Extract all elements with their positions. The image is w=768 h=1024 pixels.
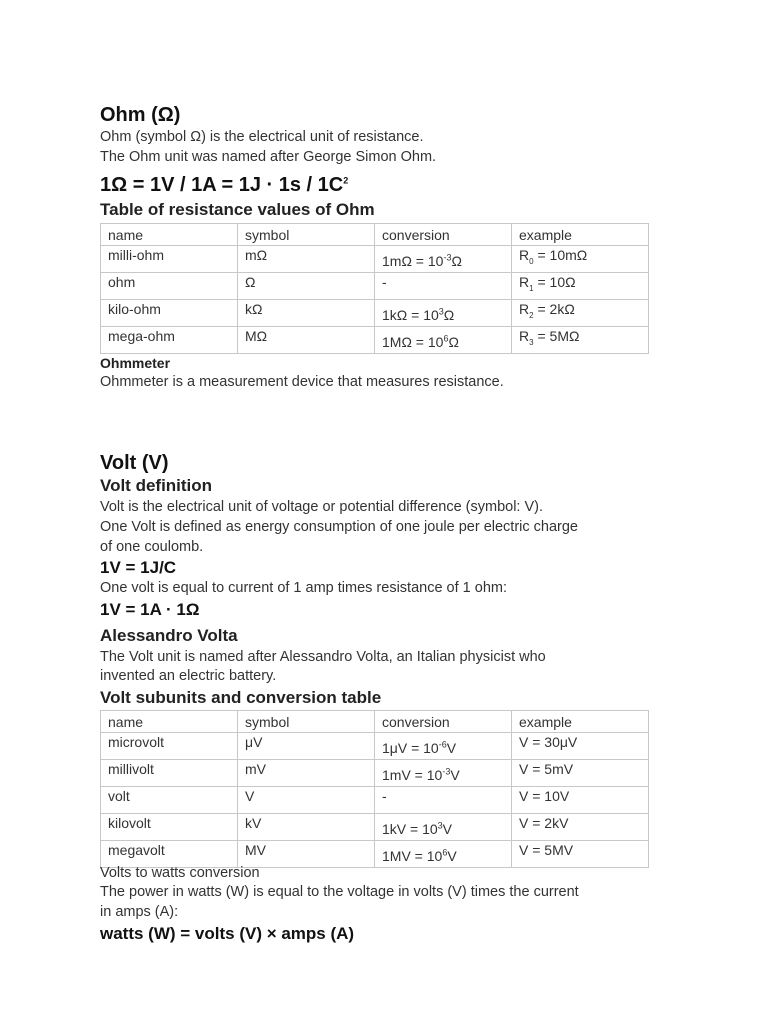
conversion-unit: V xyxy=(442,821,453,837)
table-row xyxy=(101,733,649,760)
example-cell xyxy=(512,327,649,354)
conversion-base: 1kV = 10 xyxy=(382,821,438,837)
volta-title: Alessandro Volta xyxy=(100,626,238,645)
name-cell: megavolt xyxy=(101,841,238,868)
header-cell: example xyxy=(512,711,649,733)
conversion-value xyxy=(382,300,454,324)
example-cell: V = 2kV xyxy=(512,814,649,841)
conversion-exponent: -3 xyxy=(443,252,452,263)
volt-def-2: One Volt is defined as energy consumption of one joule per electric charge xyxy=(100,519,578,535)
conversion-unit: V xyxy=(446,740,457,756)
example-cell xyxy=(512,246,649,273)
example-cell: V = 5MV xyxy=(512,841,649,868)
watts-desc-1: The power in watts (W) is equal to the voltage in volts (V) times the current xyxy=(100,884,579,900)
example-variable: R xyxy=(519,328,530,344)
example-variable: R xyxy=(519,247,530,263)
volt-def-title: Volt definition xyxy=(100,476,213,495)
example-value: = 2kΩ xyxy=(533,301,575,317)
conversion-exponent: 6 xyxy=(443,333,449,344)
table-row xyxy=(101,273,649,300)
example-subscript: 3 xyxy=(529,337,534,347)
volt-def-1: Volt is the electrical unit of voltage or potential difference (symbol: V). xyxy=(100,499,544,515)
name-cell: millivolt xyxy=(101,760,238,787)
example-variable: R xyxy=(519,274,530,290)
volta-desc-2: invented an electric battery. xyxy=(100,668,277,684)
ohm-table xyxy=(100,223,649,354)
conversion-base: 1MΩ = 10 xyxy=(382,334,444,350)
table-row xyxy=(101,327,649,354)
conversion-cell xyxy=(375,814,512,841)
conversion-unit: Ω xyxy=(451,253,462,269)
conversion-cell xyxy=(375,733,512,760)
symbol-cell: mΩ xyxy=(238,246,375,273)
example-value: = 10mΩ xyxy=(533,247,588,263)
conversion-value xyxy=(382,274,387,290)
ohm-title: Ohm (Ω) xyxy=(100,104,181,126)
conversion-cell xyxy=(375,327,512,354)
example-cell xyxy=(512,273,649,300)
header-cell: name xyxy=(101,224,238,246)
volt-table xyxy=(100,710,649,868)
example-subscript: 0 xyxy=(529,256,534,266)
conversion-exponent: 3 xyxy=(438,306,444,317)
conversion-unit: V xyxy=(450,767,460,783)
volt-amp-desc: One volt is equal to current of 1 amp times resistance of 1 ohm: xyxy=(100,580,507,596)
conversion-unit: V xyxy=(447,848,457,864)
table-row xyxy=(101,787,649,814)
conversion-cell xyxy=(375,787,512,814)
ohm-desc-1: Ohm (symbol Ω) is the electrical unit of resistance. xyxy=(100,129,424,145)
name-cell: mega-ohm xyxy=(101,327,238,354)
conversion-cell xyxy=(375,300,512,327)
conversion-value xyxy=(382,760,460,784)
example-cell: V = 30μV xyxy=(512,733,649,760)
conversion-unit: Ω xyxy=(443,307,455,323)
header-cell: symbol xyxy=(238,224,375,246)
symbol-cell: mV xyxy=(238,760,375,787)
table-header-row xyxy=(101,711,649,733)
table-header-row xyxy=(101,224,649,246)
conversion-base: 1mV = 10 xyxy=(382,767,443,783)
symbol-cell: μV xyxy=(238,733,375,760)
header-cell: conversion xyxy=(375,224,512,246)
example-subscript: 2 xyxy=(529,310,534,320)
conversion-cell xyxy=(375,246,512,273)
name-cell: milli-ohm xyxy=(101,246,238,273)
volt-title: Volt (V) xyxy=(100,452,169,474)
conversion-cell xyxy=(375,841,512,868)
header-cell: name xyxy=(101,711,238,733)
volta-desc-1: The Volt unit is named after Alessandro Volta, an Italian physicist who xyxy=(100,649,546,665)
conversion-cell xyxy=(375,760,512,787)
name-cell: ohm xyxy=(101,273,238,300)
header-cell: conversion xyxy=(375,711,512,733)
conversion-base: 1μV = 10 xyxy=(382,740,439,756)
symbol-cell: Ω xyxy=(238,273,375,300)
name-cell: kilovolt xyxy=(101,814,238,841)
table-row xyxy=(101,760,649,787)
volt-formula-1: 1V = 1J/C xyxy=(100,558,177,577)
header-cell: symbol xyxy=(238,711,375,733)
volt-table-title: Volt subunits and conversion table xyxy=(100,688,382,707)
watts-formula: watts (W) = volts (V) × amps (A) xyxy=(100,924,355,943)
conversion-unit: Ω xyxy=(448,334,459,350)
conversion-value xyxy=(382,327,459,351)
volt-formula-2: 1V = 1A · 1Ω xyxy=(100,600,200,619)
name-cell: microvolt xyxy=(101,733,238,760)
name-cell: kilo-ohm xyxy=(101,300,238,327)
conversion-base: - xyxy=(382,788,387,804)
conversion-value xyxy=(382,733,456,757)
conversion-exponent: -3 xyxy=(442,766,451,777)
conversion-base: 1kΩ = 10 xyxy=(382,307,439,323)
conversion-value xyxy=(382,841,457,865)
conversion-exponent: 3 xyxy=(437,820,443,831)
symbol-cell: MΩ xyxy=(238,327,375,354)
name-cell: volt xyxy=(101,787,238,814)
conversion-base: 1mΩ = 10 xyxy=(382,253,444,269)
conversion-value xyxy=(382,246,462,270)
ohmmeter-title: Ohmmeter xyxy=(100,355,171,371)
conversion-base: - xyxy=(382,274,387,290)
example-subscript: 1 xyxy=(529,283,534,293)
table-row xyxy=(101,814,649,841)
table-row xyxy=(101,300,649,327)
example-cell xyxy=(512,300,649,327)
symbol-cell: kΩ xyxy=(238,300,375,327)
symbol-cell: MV xyxy=(238,841,375,868)
conversion-exponent: 6 xyxy=(442,847,448,858)
symbol-cell: V xyxy=(238,787,375,814)
volt-def-3: of one coulomb. xyxy=(100,539,204,555)
watts-title: Volts to watts conversion xyxy=(100,865,260,881)
ohmmeter-desc: Ohmmeter is a measurement device that measures resistance. xyxy=(100,374,504,390)
example-cell: V = 10V xyxy=(512,787,649,814)
conversion-value xyxy=(382,788,387,804)
symbol-cell: kV xyxy=(238,814,375,841)
watts-desc-2: in amps (A): xyxy=(100,904,179,920)
ohm-formula: $1\Omega = 1V / 1A = 1J \cdot 1s / 1C^2$ xyxy=(100,174,349,196)
example-value: = 10Ω xyxy=(533,274,576,290)
conversion-cell xyxy=(375,273,512,300)
header-cell: example xyxy=(512,224,649,246)
example-variable: R xyxy=(519,301,530,317)
table-row xyxy=(101,246,649,273)
table-row xyxy=(101,841,649,868)
example-cell: V = 5mV xyxy=(512,760,649,787)
conversion-base: 1MV = 10 xyxy=(382,848,443,864)
ohm-table-title: Table of resistance values of Ohm xyxy=(100,200,375,219)
conversion-value xyxy=(382,814,452,838)
example-value: = 5MΩ xyxy=(533,328,580,344)
ohm-desc-2: The Ohm unit was named after George Simon Ohm. xyxy=(100,149,437,165)
conversion-exponent: -6 xyxy=(438,739,447,750)
